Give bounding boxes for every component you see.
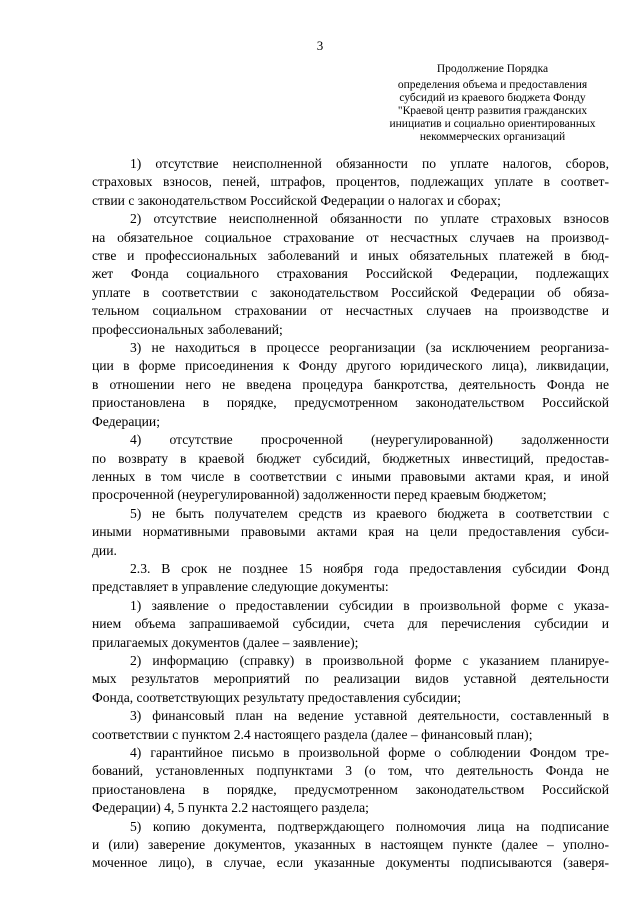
continuation-subtitle-line: субсидий из краевого бюджета Фонду	[399, 92, 586, 104]
paragraph-line: просроченной (неурегулированной) задолженности перед краевым бюджетом;	[92, 487, 547, 503]
paragraph-line: стве и профессиональных заболеваний и иных обязательных платежей в бюд-	[92, 248, 609, 264]
continuation-subtitle-line: некоммерческих организаций	[419, 131, 566, 143]
paragraph	[92, 560, 609, 597]
paragraph-line: ствии с законодательством Российской Федерации о налогах и сборах;	[92, 192, 501, 208]
paragraph-line: иными нормативными правовыми актами края на цели предоставления субси-	[92, 524, 609, 540]
paragraph-line: 2.3. В срок не позднее 15 ноября года предоставления субсидии Фонд	[130, 560, 609, 576]
paragraph-line: жет Фонда социального страхования Российской Федерации, подлежащих	[92, 266, 609, 282]
paragraph	[92, 744, 609, 818]
paragraph-line: нием объема запрашиваемой субсидии, счета для перечисления субсидии и	[92, 616, 609, 632]
paragraph-line: соответствии с пунктом 2.4 настоящего раздела (далее – финансовый план);	[92, 726, 533, 742]
paragraph-line: уплате в соответствии с законодательством Российской Федерации об обяза-	[92, 284, 609, 300]
paragraph-line: 2) информацию (справку) в произвольной форме с указанием планируе-	[130, 652, 609, 668]
paragraph-line: 1) отсутствие неисполненной обязанности по уплате налогов, сборов,	[130, 156, 609, 171]
paragraph	[92, 210, 609, 339]
paragraph-line: Федерации) 4, 5 пункта 2.2 настоящего раздела;	[92, 800, 369, 816]
paragraph-line: прилагаемых документов (далее – заявление);	[92, 634, 359, 650]
paragraph-line: 5) копию документа, подтверждающего полномочия лица на подписание	[130, 818, 609, 834]
paragraph-line: дии.	[92, 542, 117, 558]
paragraph	[92, 431, 609, 505]
paragraph-line: и (или) заверение документов, указанных в настоящем пункте (далее – уполно-	[92, 837, 609, 853]
paragraph-line: страховых взносов, пеней, штрафов, процентов, подлежащих уплате в соответ-	[92, 174, 609, 190]
paragraph-line: 2) отсутствие неисполненной обязанности по уплате страховых взносов	[130, 211, 609, 227]
paragraph-line: 3) финансовый план на ведение уставной деятельности, составленный в	[130, 708, 609, 724]
paragraph-line: бований, установленных подпунктами 3 (о том, что деятельность Фонда не	[92, 763, 609, 779]
continuation-subtitle-line: "Краевой центр развития гражданских	[397, 105, 588, 117]
paragraph	[92, 818, 609, 873]
continuation-title: Продолжение Порядка	[436, 63, 549, 75]
paragraph-line: 5) не быть получателем средств из краевого бюджета в соответствии с	[130, 505, 609, 521]
paragraph-line: 3) не находиться в процессе реорганизации (за исключением реорганиза-	[130, 340, 609, 356]
paragraph-line: приостановлена в порядке, предусмотренном законодательством Российской	[92, 781, 609, 797]
paragraph-line: профессиональных заболеваний;	[92, 321, 283, 337]
paragraph-line: по возврату в краевой бюджет субсидий, бюджетных инвестиций, предостав-	[92, 450, 609, 466]
paragraph-line: в отношении него не введена процедура банкротства, деятельность Фонда не	[92, 376, 609, 392]
paragraph-line: Федерации;	[92, 413, 160, 429]
paragraph-line: 4) отсутствие просроченной (неурегулированной) задолженности	[130, 432, 609, 448]
document-body	[92, 155, 609, 873]
continuation-subtitle-line: инициатив и социально ориентированных	[389, 118, 596, 130]
paragraph	[92, 155, 609, 210]
paragraph-line: приостановлена в порядке, предусмотренном законодательством Российской	[92, 395, 609, 411]
paragraph	[92, 505, 609, 560]
paragraph	[92, 707, 609, 744]
paragraph-line: 4) гарантийное письмо в произвольной форме о соблюдении Фондом тре-	[130, 745, 609, 760]
paragraph-line: тельном социальном страховании от несчастных случаев на производстве и	[92, 303, 609, 319]
paragraph	[92, 652, 609, 707]
paragraph	[92, 597, 609, 652]
paragraph-line: представляет в управление следующие документы:	[92, 579, 389, 595]
paragraph-line: 1) заявление о предоставлении субсидии в произвольной форме с указа-	[130, 597, 609, 613]
page-number: 3	[316, 38, 324, 53]
continuation-subtitle-line: определения объема и предоставления	[397, 79, 588, 91]
continuation-header	[375, 63, 610, 144]
paragraph	[92, 339, 609, 431]
paragraph-line: мых результатов мероприятий по реализации видов уставной деятельности	[92, 671, 609, 687]
paragraph-line: моченное лицо), в случае, если указанные документы подписываются (заверя-	[92, 855, 609, 871]
paragraph-line: ленных в том числе в соответствии с иными правовыми актами края, и иной	[92, 468, 609, 484]
continuation-subtitle	[375, 79, 610, 144]
paragraph-line: ции в форме присоединения к Фонду другого юридического лица), ликвидации,	[92, 358, 609, 374]
paragraph-line: на обязательное социальное страхование от несчастных случаев на производ-	[92, 229, 609, 245]
paragraph-line: Фонда, соответствующих результату предоставления субсидии;	[92, 689, 462, 705]
